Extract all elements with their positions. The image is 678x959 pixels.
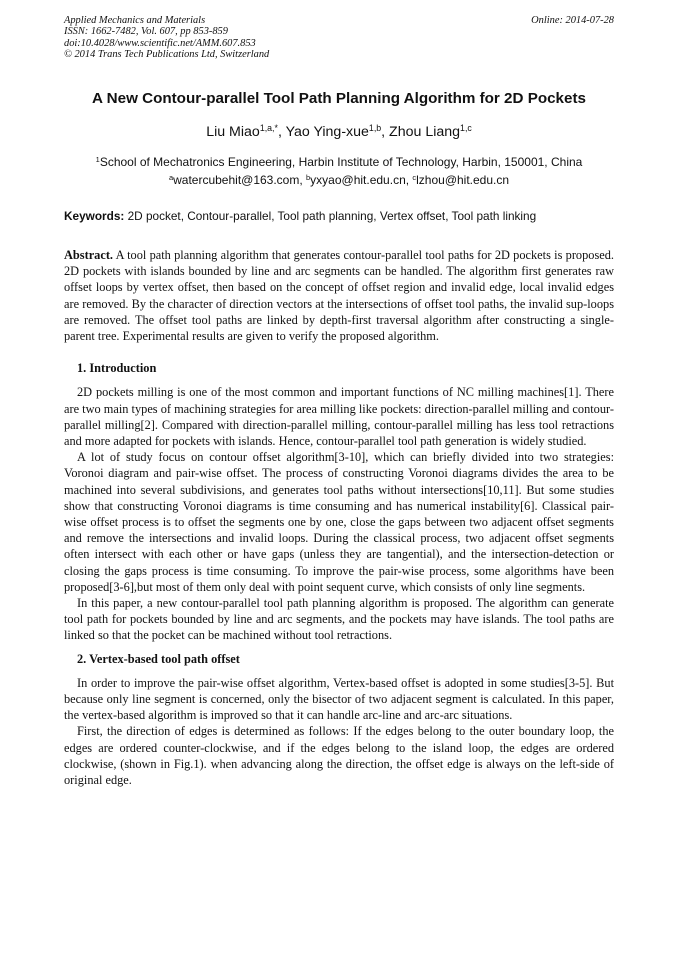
body-paragraph: In this paper, a new contour-parallel tool path planning algorithm is proposed. The algorithm can generate tool path for pockets bounded by line and arc segments, and the pockets may have islands. The tool paths are linked so that the pocket can be machined without tool retractions. — [64, 596, 614, 643]
author-name: Yao Ying-xue — [285, 124, 369, 140]
body-paragraph: 2D pockets milling is one of the most common and important functions of NC milling machines[1]. There are two main types of machining strategies for area milling like pockets: direction-parallel milling and contour-parallel milling[2]. Compared with direction-parallel milling, contour-parallel milling has less tool retractions and more adapted for pockets with islands. Hence, contour-parallel tool path generation is widely studied. — [64, 385, 614, 449]
section-heading-introduction: 1. Introduction — [77, 361, 157, 376]
author-superscript: 1,a,* — [259, 123, 278, 134]
author-separator: , — [381, 124, 390, 140]
author-separator: , — [277, 124, 286, 140]
abstract-paragraph — [64, 247, 614, 344]
author-name: Liu Miao — [206, 124, 260, 140]
author-superscript: 1,c — [460, 123, 472, 134]
paper-body — [64, 247, 614, 788]
journal-copyright: © 2014 Trans Tech Publications Ltd, Switzerland — [64, 48, 270, 60]
abstract-label: Abstract. — [64, 248, 114, 262]
affiliation-block — [0, 153, 678, 189]
email-address: lzhou@hit.edu.cn — [416, 173, 510, 187]
keywords-text: 2D pocket, Contour-parallel, Tool path planning, Vertex offset, Tool path linking — [124, 209, 537, 223]
email-address: yxyao@hit.edu.cn, — [310, 173, 413, 187]
paper-title: A New Contour-parallel Tool Path Planning Algorithm for 2D Pockets — [92, 90, 586, 107]
body-paragraph: In order to improve the pair-wise offset algorithm, Vertex-based offset is adopted in some studies[3-5]. But because only line segment is concerned, only the bisector of two adjacent segment is calculated. In this paper, the vertex-based algorithm is improved so that it can handle arc-line and arc-arc situations. — [64, 675, 614, 723]
email-address: watercubehit@163.com, — [173, 173, 307, 187]
email-superscript: a — [168, 172, 174, 182]
body-paragraph: A lot of study focus on contour offset algorithm[3-10], which can briefly divided into two strategies: Voronoi diagram and pair-wise offset. The process of constructing Voronoi diagrams divides the area to be machined into several subdivisions, and generates tool paths without intersections[10,11]. But some studies show that constructing Voronoi diagrams is time consuming and has numerical instability[6]. Classical pair-wise offset process is to offset the segments one by one, close the gaps between two adjacent offset segments and remove the intersections and invalid loops. During the classical process, two adjacent offset segments often intersect with each other or have gaps (unless they are tangential), and the intersection-detection or closing the gaps process is time consuming. To improve the pair-wise process, some algorithms have been proposed[3-6],but most of them only deal with point sequent curve, which consists of only line segments. — [64, 450, 614, 594]
author-line — [0, 124, 678, 140]
keywords-label: Keywords: — [64, 209, 125, 223]
online-date: Online: 2014-07-28 — [531, 15, 614, 26]
abstract-text: A tool path planning algorithm that generates contour-parallel tool paths for 2D pockets is proposed. 2D pockets with islands bounded by line and arc segments can be handled. The algorithm first generates raw offset loops by vertex offset, then based on the concept of offset region and invalid edge, local invalid edges are removed. By the character of direction vectors at the intersections of offset tool paths, the invalid sup-loops are removed. The offset tool paths are linked by depth-first traversal algorithm after constructing a single-parent tree. Experimental results are given to verify the proposed algorithm. — [64, 248, 614, 344]
journal-doi: doi:10.4028/www.scientific.net/AMM.607.853 — [64, 37, 256, 49]
journal-issn: ISSN: 1662-7482, Vol. 607, pp 853-859 — [64, 26, 228, 38]
affiliation-superscript: 1 — [95, 154, 100, 164]
body-paragraph: First, the direction of edges is determined as follows: If the edges belong to the outer boundary loop, the edges are ordered counter-clockwise, and if the edges belong to the island loop, the edges are ordered clockwise, (shown in Fig.1). when advancing along the direction, the offset edge is always on the left-side of original edge. — [64, 724, 614, 788]
journal-header — [64, 15, 269, 60]
email-superscript: b — [306, 172, 311, 182]
author-superscript: 1,b — [368, 123, 382, 134]
author-name: Zhou Liang — [389, 124, 461, 140]
section-heading-vertex-offset: 2. Vertex-based tool path offset — [77, 651, 240, 666]
journal-name: Applied Mechanics and Materials — [64, 15, 206, 26]
email-line — [0, 171, 678, 189]
keywords — [64, 209, 624, 223]
email-superscript: c — [412, 172, 417, 182]
affiliation-line — [0, 153, 678, 171]
affiliation-text: School of Mechatronics Engineering, Harbin Institute of Technology, Harbin, 150001, China — [99, 155, 583, 169]
